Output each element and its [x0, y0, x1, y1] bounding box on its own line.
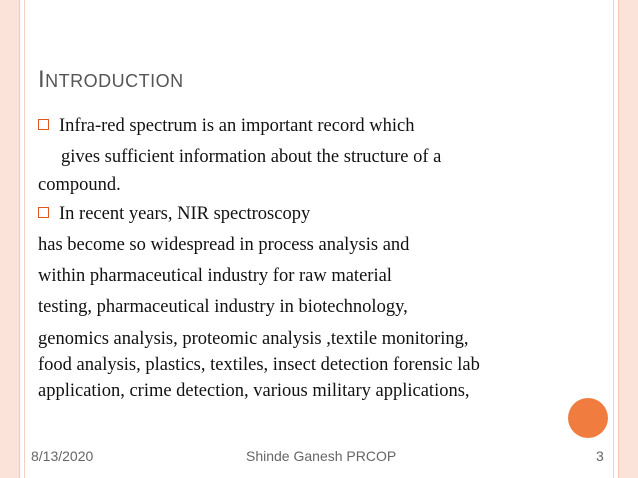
slide-title — [38, 66, 184, 94]
body-line-2: gives sufficient information about the structure of a — [61, 147, 442, 167]
body-line-1: Infra-red spectrum is an important record which — [59, 116, 415, 136]
footer-author: Shinde Ganesh PRCOP — [246, 448, 397, 464]
body-line-7: testing, pharmaceutical industry in biotechnology, — [38, 297, 408, 317]
decorative-circle — [568, 398, 608, 438]
body-line-5: has become so widespread in process analysis and — [38, 235, 410, 255]
title-rest: NTRODUCTION — [45, 71, 184, 91]
right-frame-inner-line — [613, 0, 614, 478]
bullet-item-1 — [38, 116, 414, 137]
body-line-6: within pharmaceutical industry for raw material — [38, 266, 392, 286]
square-bullet-icon — [38, 207, 49, 218]
footer-date: 8/13/2020 — [31, 448, 94, 464]
body-line-9: food analysis, plastics, textiles, insect detection forensic lab — [38, 355, 480, 375]
left-frame-inner-line — [24, 0, 25, 478]
body-line-4: In recent years, NIR spectroscopy — [59, 204, 311, 224]
square-bullet-icon — [38, 119, 49, 130]
right-frame-border — [618, 0, 638, 478]
left-frame-border — [0, 0, 20, 478]
bullet-item-2 — [38, 204, 310, 225]
body-line-3: compound. — [38, 175, 121, 195]
title-initial: I — [38, 66, 46, 93]
body-line-10: application, crime detection, various military applications, — [38, 381, 470, 401]
footer-page-number: 3 — [596, 448, 604, 464]
body-line-8: genomics analysis, proteomic analysis ,textile monitoring, — [38, 329, 469, 349]
